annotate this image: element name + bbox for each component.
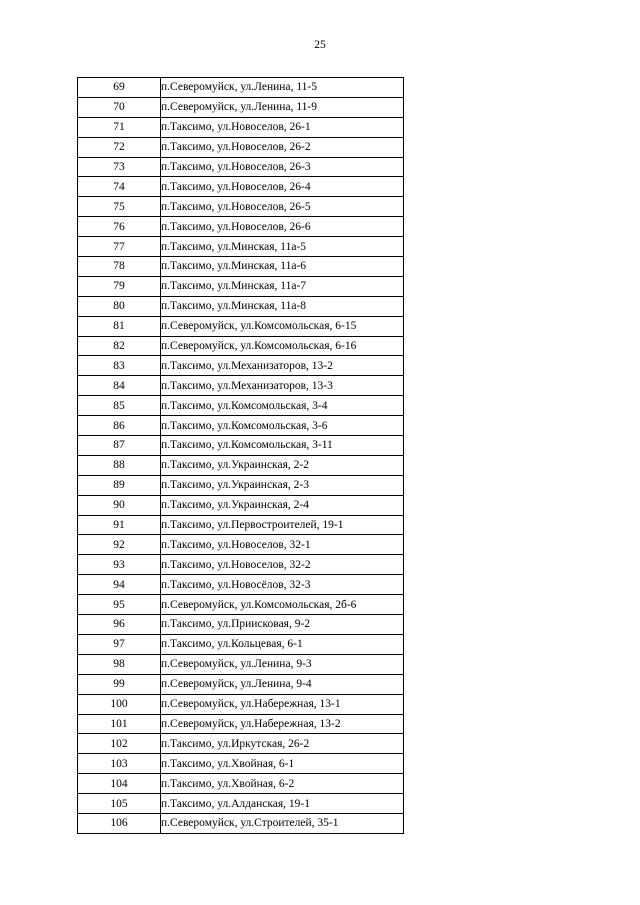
address-cell: п.Таксимо, ул.Иркутская, 26-2 <box>161 734 404 754</box>
table-row <box>78 813 404 833</box>
row-number-cell: 70 <box>78 97 161 117</box>
table-row <box>78 794 404 814</box>
table-row <box>78 316 404 336</box>
address-cell: п.Северомуйск, ул.Комсомольская, 6-16 <box>161 336 404 356</box>
row-number-cell: 85 <box>78 396 161 416</box>
address-cell: п.Таксимо, ул.Кольцевая, 6-1 <box>161 634 404 654</box>
row-number-cell: 78 <box>78 257 161 277</box>
address-cell: п.Таксимо, ул.Новоселов, 26-3 <box>161 157 404 177</box>
address-cell: п.Северомуйск, ул.Строителей, 35-1 <box>161 813 404 833</box>
table-row <box>78 515 404 535</box>
address-cell: п.Таксимо, ул.Новоселов, 26-4 <box>161 177 404 197</box>
table-row <box>78 575 404 595</box>
table-row <box>78 78 404 98</box>
address-cell: п.Таксимо, ул.Украинская, 2-4 <box>161 495 404 515</box>
address-cell: п.Таксимо, ул.Механизаторов, 13-3 <box>161 376 404 396</box>
table-row <box>78 396 404 416</box>
table-row <box>78 436 404 456</box>
page-number: 25 <box>314 39 326 51</box>
table-row <box>78 336 404 356</box>
row-number-cell: 102 <box>78 734 161 754</box>
table-row <box>78 177 404 197</box>
table-row <box>78 654 404 674</box>
table-row <box>78 774 404 794</box>
table-row <box>78 694 404 714</box>
row-number-cell: 72 <box>78 137 161 157</box>
address-cell: п.Таксимо, ул.Новосёлов, 32-3 <box>161 575 404 595</box>
row-number-cell: 104 <box>78 774 161 794</box>
row-number-cell: 93 <box>78 555 161 575</box>
row-number-cell: 81 <box>78 316 161 336</box>
row-number-cell: 103 <box>78 754 161 774</box>
address-cell: п.Северомуйск, ул.Комсомольская, 6-15 <box>161 316 404 336</box>
row-number-cell: 74 <box>78 177 161 197</box>
row-number-cell: 73 <box>78 157 161 177</box>
row-number-cell: 105 <box>78 794 161 814</box>
address-cell: п.Таксимо, ул.Минская, 11а-6 <box>161 257 404 277</box>
table-row <box>78 495 404 515</box>
row-number-cell: 77 <box>78 237 161 257</box>
address-cell: п.Таксимо, ул.Новоселов, 26-6 <box>161 217 404 237</box>
row-number-cell: 79 <box>78 276 161 296</box>
row-number-cell: 97 <box>78 634 161 654</box>
row-number-cell: 71 <box>78 117 161 137</box>
row-number-cell: 101 <box>78 714 161 734</box>
address-cell: п.Таксимо, ул.Минская, 11а-8 <box>161 296 404 316</box>
table-row <box>78 276 404 296</box>
address-table <box>77 77 404 834</box>
address-cell: п.Северомуйск, ул.Набережная, 13-1 <box>161 694 404 714</box>
row-number-cell: 69 <box>78 78 161 98</box>
address-cell: п.Таксимо, ул.Комсомольская, 3-11 <box>161 436 404 456</box>
row-number-cell: 106 <box>78 813 161 833</box>
address-cell: п.Таксимо, ул.Механизаторов, 13-2 <box>161 356 404 376</box>
table-row <box>78 555 404 575</box>
address-cell: п.Северомуйск, ул.Комсомольская, 2б-6 <box>161 595 404 615</box>
address-cell: п.Таксимо, ул.Новоселов, 26-1 <box>161 117 404 137</box>
address-cell: п.Северомуйск, ул.Ленина, 11-5 <box>161 78 404 98</box>
table-row <box>78 157 404 177</box>
address-cell: п.Таксимо, ул.Минская, 11а-7 <box>161 276 404 296</box>
table-row <box>78 117 404 137</box>
table-row <box>78 535 404 555</box>
address-cell: п.Северомуйск, ул.Набережная, 13-2 <box>161 714 404 734</box>
table-row <box>78 296 404 316</box>
row-number-cell: 89 <box>78 475 161 495</box>
table-row <box>78 455 404 475</box>
address-cell: п.Таксимо, ул.Алданская, 19-1 <box>161 794 404 814</box>
row-number-cell: 84 <box>78 376 161 396</box>
address-table-body <box>78 78 404 834</box>
address-cell: п.Таксимо, ул.Новоселов, 32-2 <box>161 555 404 575</box>
table-row <box>78 615 404 635</box>
row-number-cell: 80 <box>78 296 161 316</box>
row-number-cell: 86 <box>78 416 161 436</box>
table-row <box>78 475 404 495</box>
address-cell: п.Таксимо, ул.Минская, 11а-5 <box>161 237 404 257</box>
row-number-cell: 98 <box>78 654 161 674</box>
address-cell: п.Таксимо, ул.Украинская, 2-3 <box>161 475 404 495</box>
row-number-cell: 87 <box>78 436 161 456</box>
address-cell: п.Таксимо, ул.Хвойная, 6-1 <box>161 754 404 774</box>
address-cell: п.Таксимо, ул.Первостроителей, 19-1 <box>161 515 404 535</box>
row-number-cell: 96 <box>78 615 161 635</box>
table-row <box>78 734 404 754</box>
address-cell: п.Таксимо, ул.Украинская, 2-2 <box>161 455 404 475</box>
table-row <box>78 714 404 734</box>
row-number-cell: 95 <box>78 595 161 615</box>
row-number-cell: 92 <box>78 535 161 555</box>
address-cell: п.Северомуйск, ул.Ленина, 9-3 <box>161 654 404 674</box>
address-cell: п.Таксимо, ул.Хвойная, 6-2 <box>161 774 404 794</box>
row-number-cell: 88 <box>78 455 161 475</box>
table-row <box>78 376 404 396</box>
row-number-cell: 91 <box>78 515 161 535</box>
row-number-cell: 90 <box>78 495 161 515</box>
address-cell: п.Таксимо, ул.Новоселов, 26-2 <box>161 137 404 157</box>
table-row <box>78 97 404 117</box>
row-number-cell: 82 <box>78 336 161 356</box>
address-cell: п.Таксимо, ул.Комсомольская, 3-6 <box>161 416 404 436</box>
table-row <box>78 634 404 654</box>
table-row <box>78 237 404 257</box>
table-row <box>78 356 404 376</box>
table-row <box>78 137 404 157</box>
table-row <box>78 674 404 694</box>
address-cell: п.Северомуйск, ул.Ленина, 11-9 <box>161 97 404 117</box>
row-number-cell: 76 <box>78 217 161 237</box>
table-row <box>78 197 404 217</box>
address-cell: п.Северомуйск, ул.Ленина, 9-4 <box>161 674 404 694</box>
row-number-cell: 94 <box>78 575 161 595</box>
table-row <box>78 754 404 774</box>
row-number-cell: 99 <box>78 674 161 694</box>
row-number-cell: 83 <box>78 356 161 376</box>
table-row <box>78 595 404 615</box>
row-number-cell: 100 <box>78 694 161 714</box>
table-row <box>78 416 404 436</box>
address-cell: п.Таксимо, ул.Приисковая, 9-2 <box>161 615 404 635</box>
address-cell: п.Таксимо, ул.Новоселов, 32-1 <box>161 535 404 555</box>
table-row <box>78 217 404 237</box>
address-cell: п.Таксимо, ул.Комсомольская, 3-4 <box>161 396 404 416</box>
table-row <box>78 257 404 277</box>
address-cell: п.Таксимо, ул.Новоселов, 26-5 <box>161 197 404 217</box>
row-number-cell: 75 <box>78 197 161 217</box>
